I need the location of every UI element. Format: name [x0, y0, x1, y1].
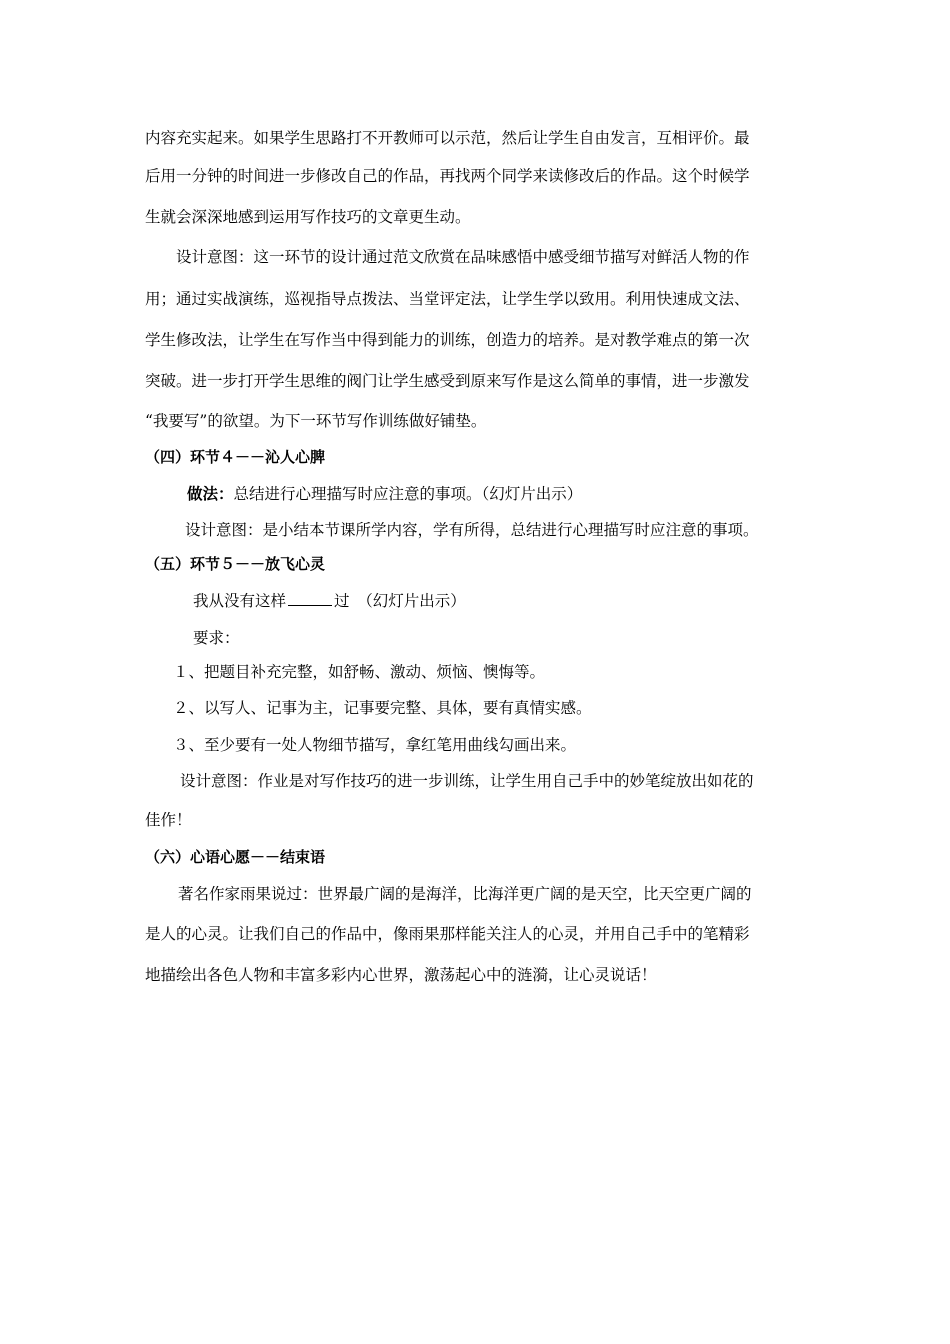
requirement-item: ３、至少要有一处人物细节描写，拿红笔用曲线勾画出来。	[173, 736, 577, 754]
essay-title-suffix: 过 （幻灯片出示）	[334, 592, 466, 610]
paragraph-line: 内容充实起来。如果学生思路打不开教师可以示范，然后让学生自由发言，互相评价。最	[145, 129, 750, 147]
section-heading: （五）环节５－－放飞心灵	[145, 555, 326, 573]
design-intent-line: 设计意图：作业是对写作技巧的进一步训练，让学生用自己手中的妙笔绽放出如花的	[180, 772, 754, 790]
design-intent-line: 设计意图：这一环节的设计通过范文欣赏在品味感悟中感受细节描写对鲜活人物的作	[176, 248, 750, 266]
section-heading: （四）环节４－－沁人心脾	[145, 448, 326, 466]
essay-title-line	[193, 591, 466, 611]
method-label: 做法：	[187, 485, 234, 503]
paragraph-line: 生就会深深地感到运用写作技巧的文章更生动。	[145, 208, 471, 226]
paragraph-line: 是人的心灵。让我们自己的作品中，像雨果那样能关注人的心灵，并用自己手中的笔精彩	[145, 925, 750, 943]
design-intent-line: 设计意图：是小结本节课所学内容，学有所得，总结进行心理描写时应注意的事项。	[185, 521, 759, 539]
paragraph-line: 后用一分钟的时间进一步修改自己的作品，再找两个同学来读修改后的作品。这个时候学	[145, 167, 750, 185]
paragraph-line: 著名作家雨果说过：世界最广阔的是海洋，比海洋更广阔的是天空，比天空更广阔的	[178, 885, 752, 903]
requirements-label: 要求：	[193, 629, 240, 647]
requirement-item: １、把题目补充完整，如舒畅、激动、烦恼、懊悔等。	[173, 663, 546, 681]
title-blank	[288, 591, 332, 606]
paragraph-line: 突破。进一步打开学生思维的阀门让学生感受到原来写作是这么简单的事情，进一步激发	[145, 372, 750, 390]
requirement-item: ２、以写人、记事为主，记事要完整、具体，要有真情实感。	[173, 699, 592, 717]
paragraph-line: 学生修改法，让学生在写作当中得到能力的训练，创造力的培养。是对教学难点的第一次	[145, 331, 750, 349]
section-heading: （六）心语心愿－－结束语	[145, 848, 326, 866]
method-line	[187, 484, 582, 504]
paragraph-line: 佳作！	[145, 811, 192, 829]
essay-title-prefix: 我从没有这样	[193, 592, 287, 610]
paragraph-line: “我要写”的欲望。为下一环节写作训练做好铺垫。	[145, 412, 487, 430]
method-text: 总结进行心理描写时应注意的事项。（幻灯片出示）	[233, 485, 583, 503]
paragraph-line: 地描绘出各色人物和丰富多彩内心世界，激荡起心中的涟漪，让心灵说话！	[145, 966, 657, 984]
paragraph-line: 用；通过实战演练，巡视指导点拨法、当堂评定法，让学生学以致用。利用快速成文法、	[145, 290, 750, 308]
